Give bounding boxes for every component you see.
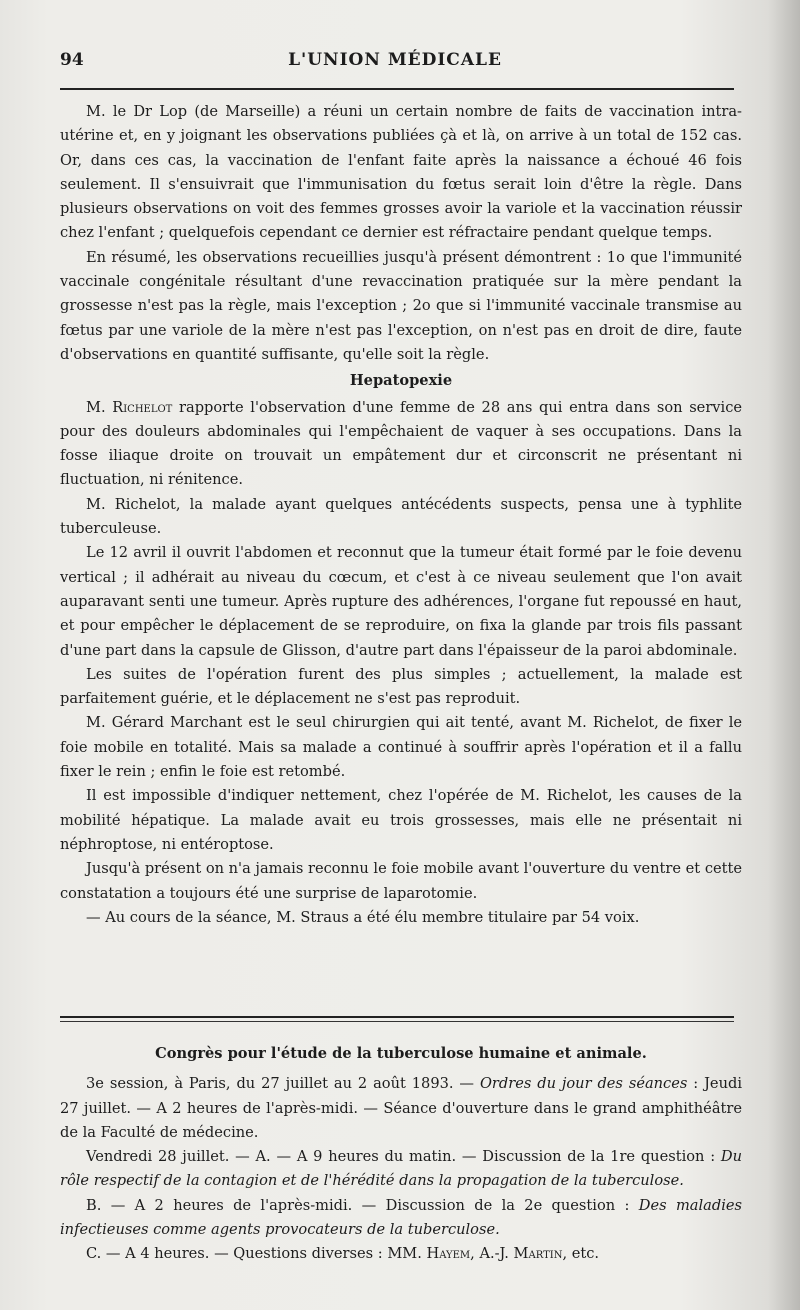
paragraph: M. le Dr Lop (de Marseille) a réuni un certain nombre de faits de vaccination intra-utérine et, en y joignant les observations publiées çà et là, on arrive à un total de 152 cas. Or, dans ces cas, la vaccination de l'enfant faite après la naissance a échoué 46 fois seulement. Il s'ensuivrait que l'immunisation du fœtus serait loin d'être la règle. Dans plusieurs observations on voit des femmes grosses avoir la variole et la vaccination réussir chez l'enfant ; quelquefois cependant ce dernier est réfractaire pendant quelque temps. xyxy=(60,103,742,242)
text: 3e session, à Paris, du 27 juillet au 2 août 1893. — xyxy=(86,1075,475,1093)
section-rule xyxy=(60,1016,734,1018)
main-text xyxy=(60,100,742,930)
paragraph: — Au cours de la séance, M. Straus a été élu membre titulaire par 54 voix. xyxy=(86,908,640,926)
paragraph xyxy=(60,1145,742,1194)
page-number: 94 xyxy=(60,50,84,70)
running-title: L'UNION MÉDICALE xyxy=(288,50,502,70)
text: : Jeudi 27 juillet. — A 2 heures de l'après-midi. — Séance d'ouverture dans le grand amphithéâtre de la Faculté de médecine. xyxy=(60,1075,742,1141)
paragraph xyxy=(60,1072,742,1145)
italic-text: Des maladies infectieuses comme agents provocateurs de la tuberculose. xyxy=(60,1196,743,1239)
paragraph xyxy=(60,1242,742,1266)
section-rule-thin xyxy=(60,1021,734,1022)
section-heading-congres: Congrès pour l'étude de la tuberculose humaine et animale. xyxy=(155,1045,647,1062)
speaker-name: M. Richelot xyxy=(86,398,173,416)
congress-section xyxy=(60,1042,742,1267)
italic-text: Ordres du jour des séances xyxy=(479,1075,688,1093)
paragraph xyxy=(60,396,742,493)
paragraph: Le 12 avril il ouvrit l'abdomen et reconnut que la tumeur était formé par le foie devenu vertical ; il adhérait au niveau du cœcum, et c'est à ce niveau seulement que l'on avait auparavant senti une tumeur. Après rupture des adhérences, l'organe fut repoussé en haut, et pour empêcher le déplacement de se reproduire, on fixa la glande par trois fils passant d'une part dans la capsule de Glisson, d'autre part dans l'épaisseur de la paroi abdominale. xyxy=(60,544,742,659)
text: C. — A 4 heures. — Questions diverses : MM. xyxy=(86,1245,422,1263)
names: Hayem, A.-J. Martin, xyxy=(426,1245,568,1263)
paragraph: Jusqu'à présent on n'a jamais reconnu le foie mobile avant l'ouverture du ventre et cette constatation a toujours été une surprise de laparotomie. xyxy=(60,860,742,902)
text: Vendredi 28 juillet. — A. — A 9 heures du matin. — Discussion de la 1re question : xyxy=(86,1148,716,1166)
paragraph: En résumé, les observations recueillies jusqu'à présent démontrent : 1o que l'immunité vaccinale congénitale résultant d'une revaccination pratiquée sur la mère pendant la grossesse n'est pas la règle, mais l'exception ; 2o que si l'immunité vaccinale transmise au fœtus par une variole de la mère n'est pas l'exception, on n'est pas en droit de dire, faute d'observations en quantité suffisante, qu'elle soit la règle. xyxy=(60,248,742,363)
paragraph-text: rapporte l'observation d'une femme de 28 ans qui entra dans son service pour des douleurs abdominales qui l'empêchaient de vaquer à ses occupations. Dans la fosse iliaque droite on trouvait un empâtement dur et circonscrit ne présentant ni fluctuation, ni rénitence. xyxy=(60,398,743,489)
paragraph: Les suites de l'opération furent des plus simples ; actuellement, la malade est parfaitement guérie, et le déplacement ne s'est pas reproduit. xyxy=(60,665,742,708)
section-heading-hepatopexie: Hepatopexie xyxy=(349,372,453,390)
paragraph: M. Richelot, la malade ayant quelques antécédents suspects, pensa une à typhlite tuberculeuse. xyxy=(60,495,742,538)
page-header xyxy=(60,50,730,80)
paragraph: Il est impossible d'indiquer nettement, chez l'opérée de M. Richelot, les causes de la mobilité hépatique. La malade avait eu trois grossesses, mais elle ne présentait ni néphroptose, ni entéroptose. xyxy=(60,787,742,853)
paragraph xyxy=(60,1194,742,1243)
paragraph: M. Gérard Marchant est le seul chirurgien qui ait tenté, avant M. Richelot, de fixer le foie mobile en totalité. Mais sa malade a continué à souffrir après l'opération et il a fallu fixer le rein ; enfin le foie est retombé. xyxy=(60,714,742,781)
text: B. — A 2 heures de l'après-midi. — Discussion de la 2e question : xyxy=(86,1196,630,1214)
header-rule xyxy=(60,88,734,90)
italic-text: Du rôle respectif de la contagion et de l'hérédité dans la propagation de la tuberculose. xyxy=(60,1148,743,1190)
text: etc. xyxy=(571,1245,600,1263)
